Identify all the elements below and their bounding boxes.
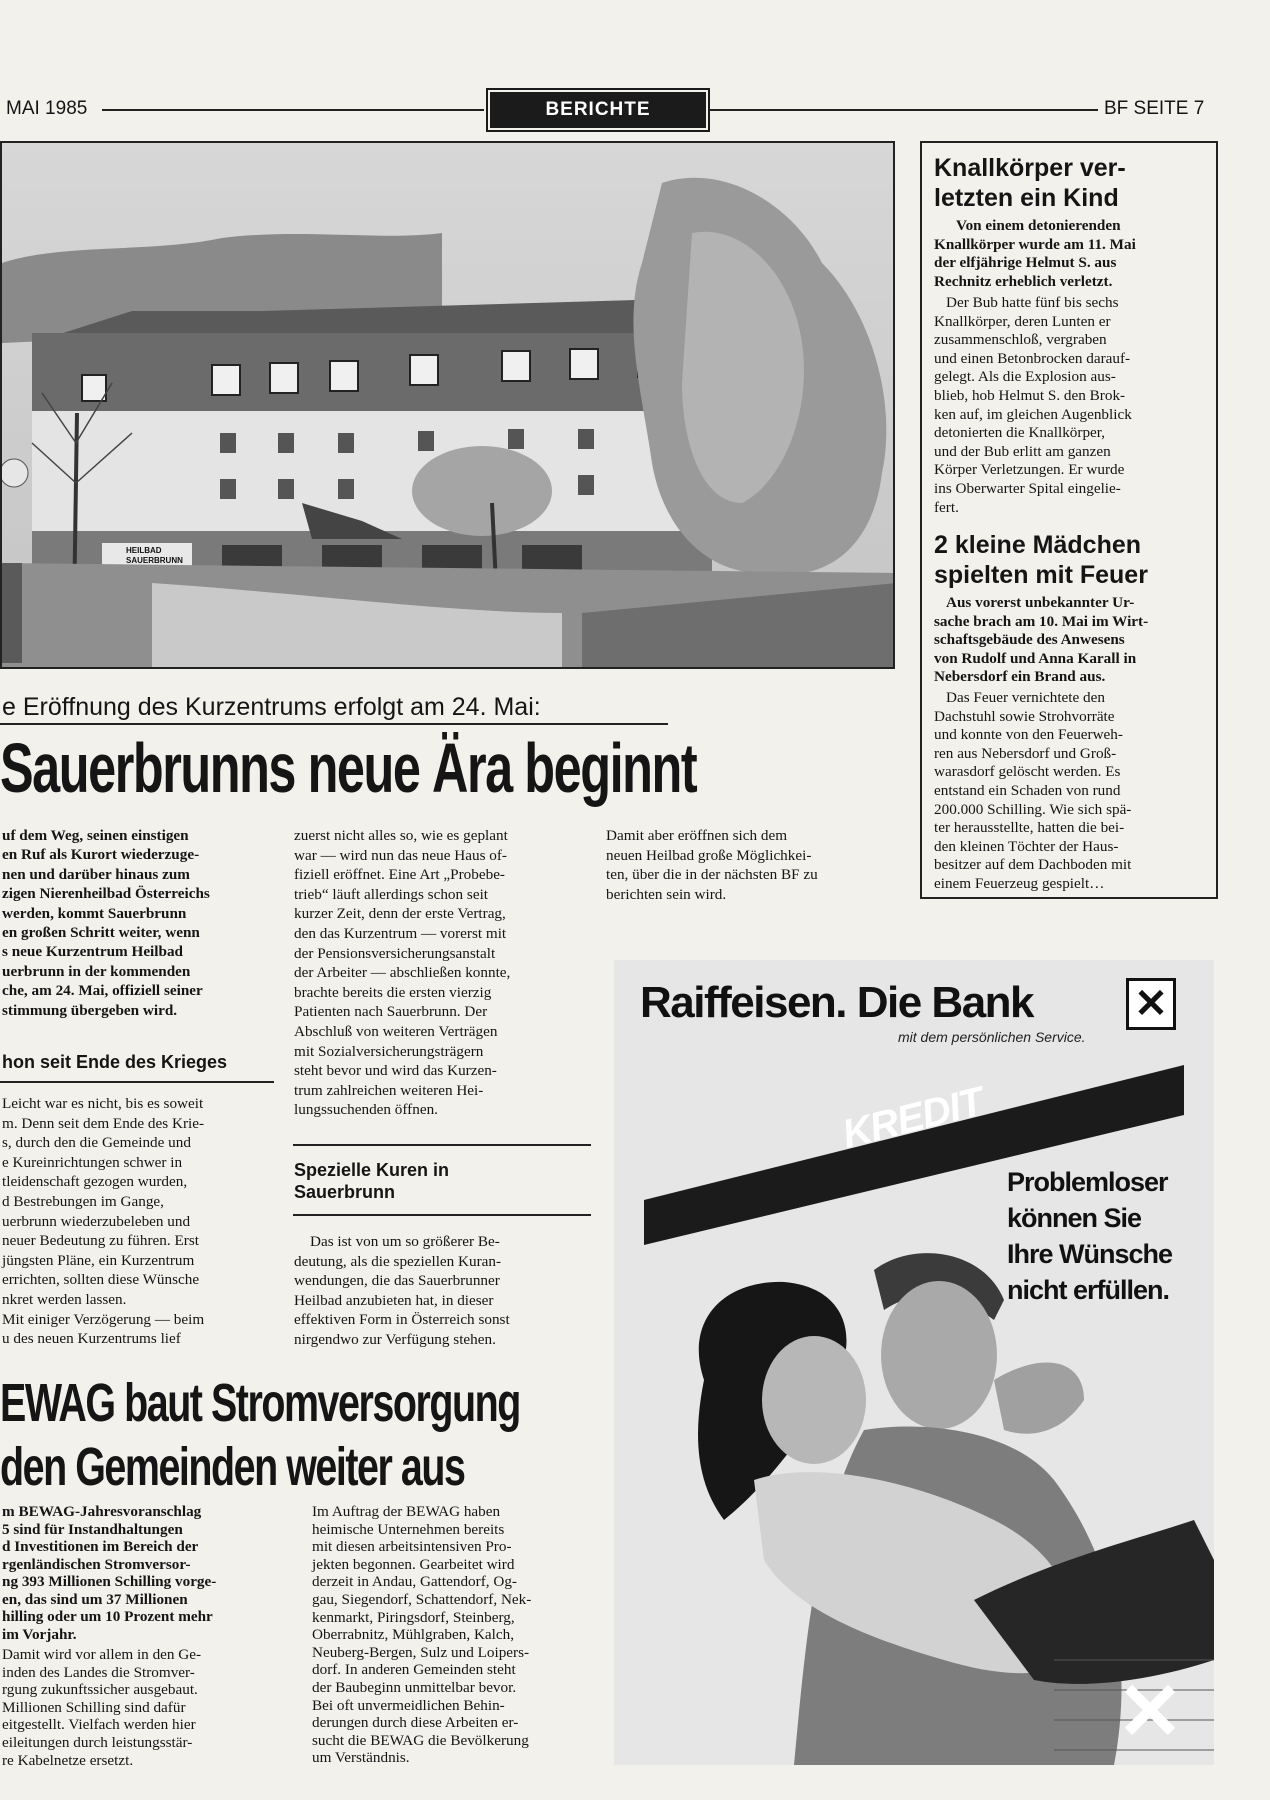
bewag-col1-body [2, 1646, 274, 1769]
header-rule-right [710, 109, 1098, 111]
text-line: s, durch den die Gemeinde und [2, 1134, 191, 1152]
slogan-line: können Sie [1007, 1203, 1142, 1233]
text-line: wendungen, die das Sauerbrunner [294, 1272, 500, 1290]
text-line: deutung, als die speziellen Kuran- [294, 1252, 502, 1270]
text-line: stimmung übergeben wird. [2, 1001, 178, 1019]
ad-brand: Raiffeisen. Die Bank [640, 978, 1034, 1027]
ad-slogan [1007, 1164, 1172, 1308]
text-line: che, am 24. Mai, offiziell seiner [2, 982, 203, 1000]
text-line: en, das sind um 37 Millionen [2, 1590, 188, 1608]
sidebar-story1-body [934, 294, 1206, 517]
text-line: Der Bub hatte fünf bis sechs [946, 294, 1119, 311]
text-line: und konnte von den Feuerweh- [934, 726, 1123, 744]
slogan-line: Ihre Wünsche [1007, 1239, 1173, 1269]
text-line: zigen Nierenheilbad Österreichs [2, 885, 210, 903]
text-line: errichten, sollten diese Wünsche [2, 1271, 200, 1289]
text-line: mit diesen arbeitsintensiven Pro- [312, 1538, 512, 1556]
raiffeisen-logo-icon: ✕ [1126, 978, 1176, 1030]
text-line: der Pensionsversicherungsanstalt [294, 944, 496, 962]
sidebar-story2-body [934, 689, 1206, 894]
slogan-line: nicht erfüllen. [1007, 1275, 1170, 1305]
text-line: s neue Kurzentrum Heilbad [2, 943, 183, 961]
headline-line: 2 kleine Mädchen [934, 531, 1142, 559]
building-sign-line1: HEILBAD [126, 546, 162, 555]
text-line: ins Oberwarter Spital eingelie- [934, 479, 1121, 497]
kicker-underline [0, 723, 668, 725]
text-line: sucht die BEWAG die Bevölkerung [312, 1731, 529, 1749]
building-illustration [2, 143, 895, 669]
text-line: werden, kommt Sauerbrunn [2, 904, 187, 922]
text-line: neuen Heilbad große Möglichkei- [606, 846, 812, 864]
text-line: dorf. In anderen Gemeinden steht [312, 1661, 516, 1679]
article-headline: Sauerbrunns neue Ära beginnt [0, 729, 697, 807]
text-line: berichten sein wird. [606, 885, 727, 903]
text-line: um Verständnis. [312, 1749, 410, 1767]
sidebar-headline-2 [934, 530, 1148, 590]
text-line: der elfjährige Helmut S. aus [934, 254, 1117, 272]
issue-date: MAI 1985 [6, 98, 88, 119]
text-line: Dachstuhl sowie Strohvorräte [934, 707, 1115, 725]
bewag-headline-line2: den Gemeinden weiter aus [0, 1437, 465, 1497]
text-line: zuerst nicht alles so, wie es geplant [294, 827, 508, 844]
text-line: heimische Unternehmen bereits [312, 1520, 505, 1538]
text-line: besitzer auf dem Dachboden mit [934, 856, 1132, 874]
page-number: BF SEITE 7 [1104, 98, 1205, 119]
subhead2-line2: Sauerbrunn [294, 1182, 396, 1202]
text-line: jekten begonnen. Gearbeitet wird [312, 1555, 515, 1573]
text-line: Knallkörper, deren Lunten er [934, 312, 1111, 330]
text-line: ter herausstellte, hatten die bei- [934, 819, 1125, 837]
text-line: ren aus Nebersdorf und Groß- [934, 744, 1117, 762]
text-line: ng 393 Millionen Schilling vorge- [2, 1573, 217, 1590]
text-line: derzeit in Andau, Gattendorf, Og- [312, 1573, 517, 1591]
main-col2-body2 [294, 1232, 590, 1350]
headline-line: spielten mit Feuer [934, 561, 1148, 589]
text-line: gelegt. Als die Explosion aus- [934, 368, 1116, 386]
text-line: sache brach am 10. Mai im Wirt- [934, 612, 1149, 630]
subhead2-rule-bottom [293, 1214, 591, 1216]
text-line: uerbrunn wiederzubeleben und [2, 1212, 191, 1230]
text-line: rgenländischen Stromversor- [2, 1555, 191, 1573]
text-line: den kleinen Töchter der Haus- [934, 837, 1119, 855]
text-line: der Arbeiter — abschließen konnte, [294, 964, 511, 982]
text-line: Das ist von um so größerer Be- [310, 1233, 500, 1250]
text-line: nirgendwo zur Verfügung stehen. [294, 1330, 496, 1348]
ad-photo [614, 960, 1214, 1765]
text-line: 5 sind für Instandhaltungen [2, 1520, 183, 1538]
main-col2-body [294, 826, 590, 1120]
sidebar-story2-lead [934, 594, 1206, 687]
text-line: Abschluß von weiteren Verträgen [294, 1022, 498, 1040]
text-line: Patienten nach Sauerbrunn. Der [294, 1003, 488, 1021]
subhead2-line1: Spezielle Kuren in [294, 1160, 450, 1180]
text-line: und der Bub erlitt am ganzen [934, 442, 1111, 460]
text-line: warasdorf gelöscht werden. Es [934, 763, 1121, 781]
text-line: Rechnitz erheblich verletzt. [934, 272, 1113, 290]
subhead-krieg: hon seit Ende des Krieges [2, 1052, 228, 1072]
text-line: nen und darüber hinaus zum [2, 865, 190, 883]
text-line: d Investitionen im Bereich der [2, 1538, 199, 1555]
text-line: schaftsgebäude des Anwesens [934, 631, 1125, 649]
text-line: Leicht war es nicht, bis es soweit [2, 1095, 204, 1112]
building-sign [126, 546, 183, 566]
text-line: ken auf, im gleichen Augenblick [934, 405, 1132, 423]
article-kicker: e Eröffnung des Kurzentrums erfolgt am 24. Mai: [2, 693, 541, 721]
text-line: eileitungen durch leistungsstär- [2, 1733, 193, 1751]
text-line: der Baubeginn unmittelbar bevor. [312, 1678, 517, 1696]
text-line: kenmarkt, Piringsdorf, Steinberg, [312, 1608, 515, 1626]
text-line: Damit aber eröffnen sich dem [606, 827, 788, 844]
text-line: Knallkörper wurde am 11. Mai [934, 235, 1136, 253]
text-line: Im Auftrag der BEWAG haben [312, 1503, 501, 1520]
text-line: einem Feuerzeug gespielt… [934, 874, 1105, 892]
text-line: den das Kurzentrum — vorerst mit [294, 924, 507, 942]
text-line: jüngsten Pläne, ein Kurzentrum [2, 1251, 195, 1269]
bewag-headline-line1: EWAG baut Stromversorgung [0, 1373, 520, 1433]
subhead-rule [0, 1081, 274, 1083]
text-line: m. Denn seit dem Ende des Krie- [2, 1114, 205, 1132]
text-line: en Ruf als Kurort wiederzuge- [2, 846, 200, 864]
text-line: Aus vorerst unbekannter Ur- [946, 594, 1135, 611]
text-line: e Kureinrichtungen schwer in [2, 1153, 183, 1171]
text-line: en großen Schritt weiter, wenn [2, 924, 200, 942]
text-line: effektiven Form in Österreich sonst [294, 1311, 510, 1329]
text-line: steht bevor und wird das Kurzen- [294, 1062, 497, 1080]
text-line: uerbrunn in der kommenden [2, 962, 191, 980]
news-sidebar [920, 141, 1218, 899]
main-col3-body [606, 826, 906, 904]
bewag-col1-lead [2, 1503, 274, 1643]
bewag-col2-body [312, 1503, 592, 1767]
text-line: nkret werden lassen. [2, 1290, 127, 1308]
text-line: trum zahlreichen weiteren Hei- [294, 1081, 484, 1099]
text-line: neuer Bedeutung zu führen. Erst [2, 1232, 199, 1250]
text-line: Millionen Schilling sind dafür [2, 1698, 186, 1716]
text-line: u des neuen Kurzentrums lief [2, 1330, 181, 1348]
text-line: rgung zukunftssicher ausgebaut. [2, 1681, 198, 1699]
text-line: uf dem Weg, seinen einstigen [2, 827, 189, 844]
text-line: derungen durch diese Arbeiten er- [312, 1714, 519, 1732]
text-line: Das Feuer vernichtete den [946, 689, 1105, 706]
text-line: Körper Verletzungen. Er wurde [934, 461, 1125, 479]
text-line: Von einem detonierenden [956, 217, 1121, 234]
text-line: mit Sozialversicherungsträgern [294, 1042, 484, 1060]
text-line: Oberrabnitz, Mühlgraben, Kalch, [312, 1626, 515, 1644]
main-col1-lead [2, 826, 274, 1020]
text-line: hilling oder um 10 Prozent mehr [2, 1608, 213, 1625]
section-label: BERICHTE [490, 92, 706, 128]
text-line: im Vorjahr. [2, 1625, 77, 1643]
text-line: kurzer Zeit, denn der erste Vertrag, [294, 905, 506, 923]
raiffeisen-gable-icon: ✕ [1116, 1667, 1184, 1756]
subhead2-rule-top [293, 1144, 591, 1146]
text-line: Mit einiger Verzögerung — beim [2, 1310, 205, 1328]
text-line: lungssuchenden öffnen. [294, 1101, 438, 1119]
raiffeisen-advertisement [614, 960, 1214, 1765]
text-line: m BEWAG-Jahresvoranschlag [2, 1503, 202, 1520]
headline-line: letzten ein Kind [934, 184, 1119, 212]
text-line: blieb, hob Helmut S. den Brok- [934, 386, 1126, 404]
slogan-line: Problemloser [1007, 1167, 1168, 1197]
header-rule-left [102, 109, 484, 111]
text-line: war — wird nun das neue Haus of- [294, 846, 507, 864]
text-line: und einen Betonbrocken darauf- [934, 349, 1131, 367]
text-line: d Bestrebungen im Gange, [2, 1192, 164, 1210]
text-line: zusammenschloß, vergraben [934, 331, 1107, 349]
text-line: eitgestellt. Vielfach werden hier [2, 1716, 196, 1734]
text-line: Neuberg-Bergen, Sulz und Loipers- [312, 1643, 530, 1661]
text-line: entstand ein Schaden von rund [934, 781, 1121, 799]
subhead-spezielle-kuren [294, 1159, 449, 1203]
headline-line: Knallkörper ver- [934, 154, 1126, 182]
text-line: ten, über die in der nächsten BF zu [606, 866, 818, 884]
text-line: von Rudolf und Anna Karall in [934, 649, 1137, 667]
main-col1-body [2, 1094, 274, 1349]
text-line: tleidenschaft gezogen wurden, [2, 1173, 188, 1191]
text-line: detonierten die Knallkörper, [934, 424, 1106, 442]
sidebar-story1-lead [934, 217, 1206, 291]
text-line: re Kabelnetze ersetzt. [2, 1751, 134, 1769]
text-line: Nebersdorf ein Brand aus. [934, 668, 1106, 686]
ad-tagline: mit dem persönlichen Service. [898, 1029, 1086, 1045]
kurzentrum-photo [0, 141, 895, 669]
text-line: gau, Siegendorf, Schattendorf, Nek- [312, 1590, 532, 1608]
text-line: inden des Landes die Stromver- [2, 1663, 195, 1681]
building-sign-line2: SAUERBRUNN [126, 556, 183, 565]
text-line: fert. [934, 498, 959, 516]
sidebar-headline-1 [934, 153, 1126, 213]
text-line: Bei oft unvermeidlichen Behin- [312, 1696, 505, 1714]
text-line: trieb“ läuft allerdings schon seit [294, 885, 489, 903]
text-line: 200.000 Schilling. Wie sich spä- [934, 800, 1132, 818]
text-line: fiziell eröffnet. Eine Art „Probebe- [294, 866, 505, 884]
ad-banner: KREDIT [838, 1079, 988, 1157]
text-line: brachte bereits die ersten vierzig [294, 983, 492, 1001]
text-line: Heilbad anzubieten hat, in dieser [294, 1291, 494, 1309]
text-line: Damit wird vor allem in den Ge- [2, 1646, 202, 1663]
